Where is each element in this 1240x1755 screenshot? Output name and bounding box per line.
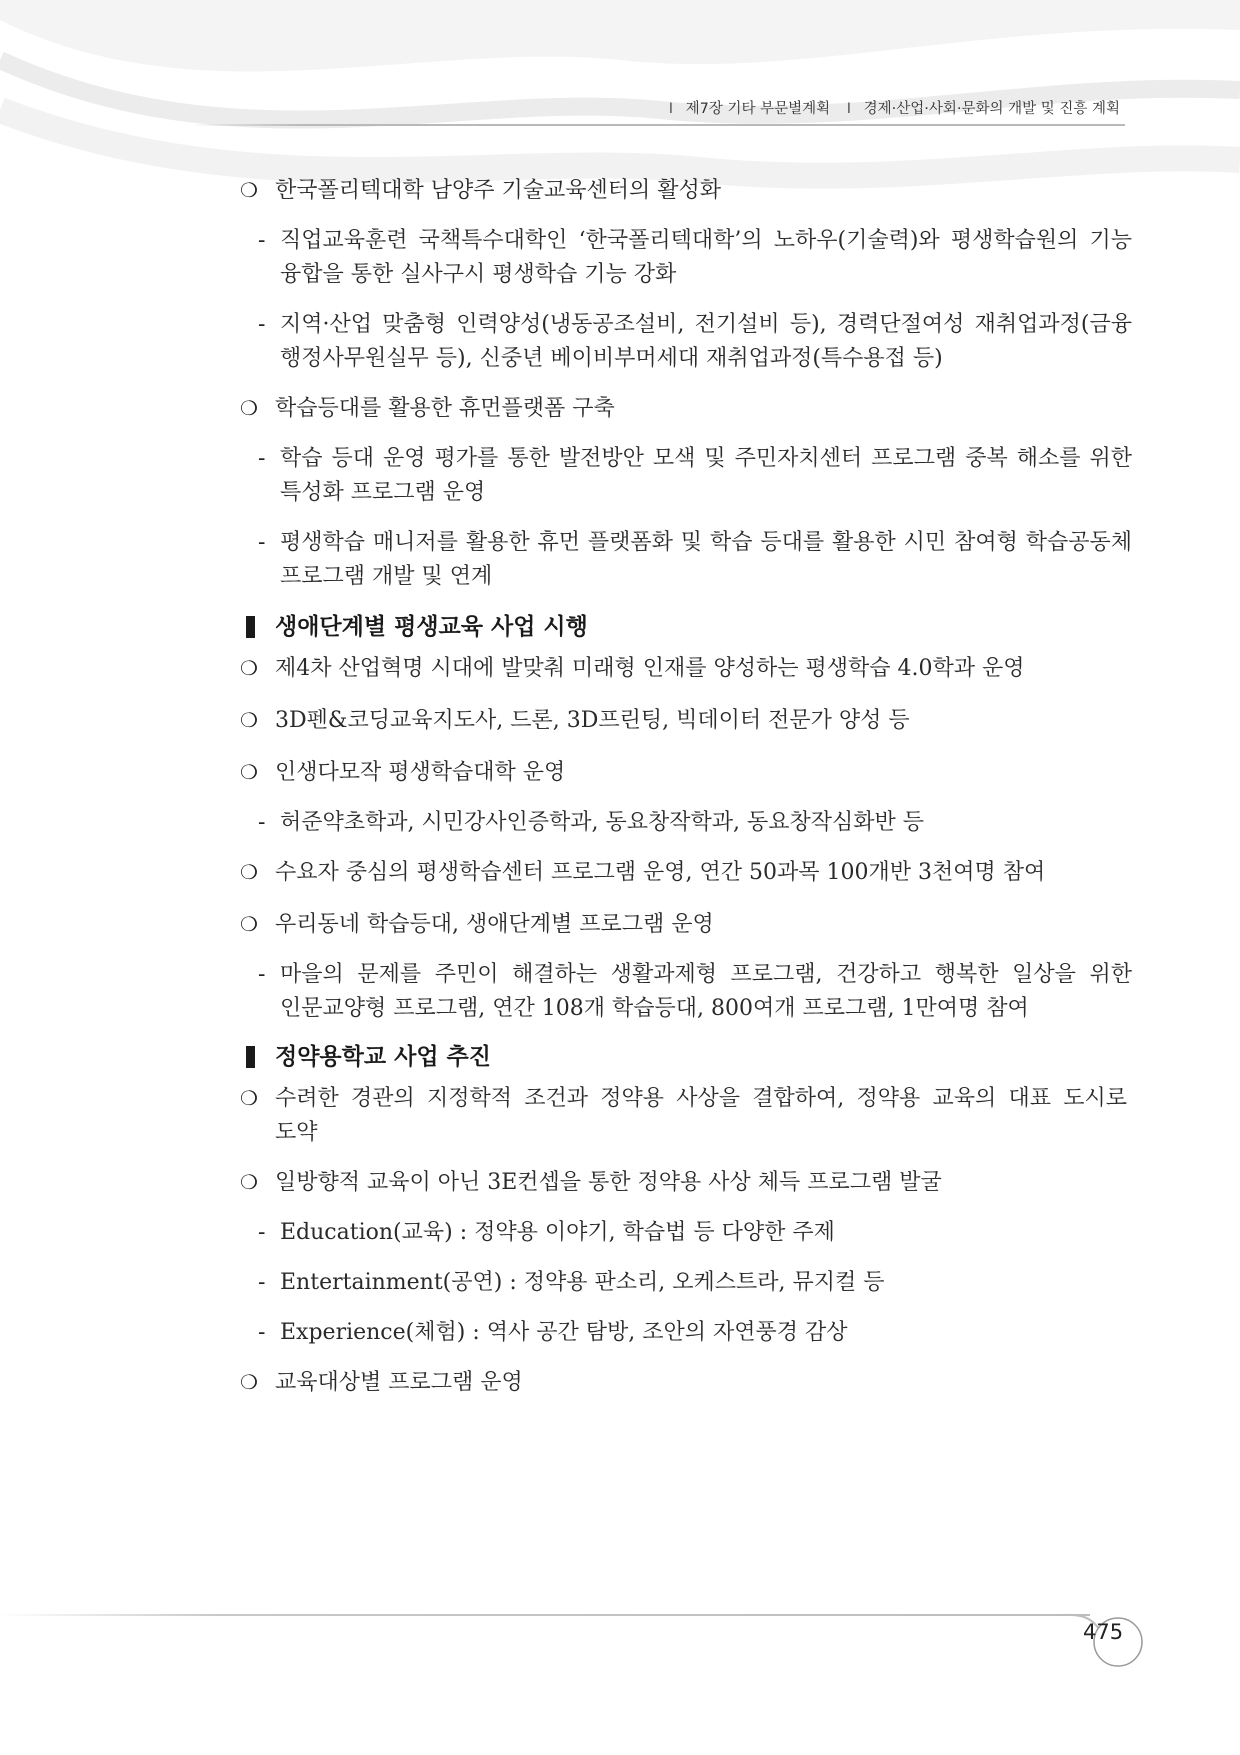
- circle-bullet-icon: ❍: [240, 1086, 258, 1110]
- dash-bullet: -: [258, 1270, 266, 1295]
- sub-item-text: 행정사무원실무 등), 신중년 베이비부머세대 재취업과정(특수용접 등): [280, 346, 943, 371]
- page-number: 475: [1083, 1620, 1124, 1644]
- header-separator: I: [846, 101, 852, 117]
- circle-bullet-icon: ❍: [240, 760, 258, 784]
- section-marker-icon: [246, 616, 255, 638]
- sub-item-text: 직업교육훈련 국책특수대학인 ‘한국폴리텍대학’의 노하우(기술력)와 평생학습원의 기능: [280, 228, 1132, 253]
- sub-item-text: 허준약초학과, 시민강사인증학과, 동요창작학과, 동요창작심화반 등: [280, 810, 925, 835]
- dash-bullet: -: [258, 530, 266, 555]
- footer-rule: [0, 1614, 1090, 1616]
- section-marker-icon: [246, 1046, 255, 1068]
- sub-item-text: 융합을 통한 실사구시 평생학습 기능 강화: [280, 262, 677, 287]
- running-header: [669, 97, 1120, 118]
- header-chapter: 제7장 기타 부문별계획: [685, 101, 831, 117]
- item-text: 수요자 중심의 평생학습센터 프로그램 운영, 연간 50과목 100개반 3천여명 참여: [275, 860, 1046, 885]
- dash-bullet: -: [258, 446, 266, 471]
- background-swoosh: [0, 0, 1240, 260]
- item-text: 제4차 산업혁명 시대에 발맞춰 미래형 인재를 양성하는 평생학습 4.0학과 운영: [275, 656, 1025, 681]
- sub-item-text: 지역·산업 맞춤형 인력양성(냉동공조설비, 전기설비 등), 경력단절여성 재취업과정(금융: [280, 312, 1132, 337]
- sub-item-text: Education(교육) : 정약용 이야기, 학습법 등 다양한 주제: [280, 1220, 835, 1245]
- sub-item-text: 마을의 문제를 주민이 해결하는 생활과제형 프로그램, 건강하고 행복한 일상을 위한: [280, 962, 1132, 987]
- section-title: 생애단계별 평생교육 사업 시행: [275, 614, 588, 640]
- item-text: 도약: [275, 1120, 318, 1145]
- section-title: 정약용학교 사업 추진: [275, 1044, 491, 1070]
- item-text: 우리동네 학습등대, 생애단계별 프로그램 운영: [275, 912, 714, 937]
- circle-bullet-icon: ❍: [240, 396, 258, 420]
- sub-item-text: Experience(체험) : 역사 공간 탐방, 조안의 자연풍경 감상: [280, 1320, 848, 1345]
- circle-bullet-icon: ❍: [240, 860, 258, 884]
- dash-bullet: -: [258, 810, 266, 835]
- circle-bullet-icon: ❍: [240, 656, 258, 680]
- dash-bullet: -: [258, 962, 266, 987]
- header-rule: [190, 124, 1125, 126]
- item-text: 일방향적 교육이 아닌 3E컨셉을 통한 정약용 사상 체득 프로그램 발굴: [275, 1170, 942, 1195]
- dash-bullet: -: [258, 312, 266, 337]
- sub-item-text: 프로그램 개발 및 연계: [280, 564, 493, 589]
- dash-bullet: -: [258, 1220, 266, 1245]
- circle-bullet-icon: ❍: [240, 178, 258, 202]
- header-separator: I: [668, 101, 673, 117]
- sub-item-text: 인문교양형 프로그램, 연간 108개 학습등대, 800여개 프로그램, 1만여명 참여: [280, 996, 1029, 1021]
- item-text: 교육대상별 프로그램 운영: [275, 1370, 523, 1395]
- circle-bullet-icon: ❍: [240, 1370, 258, 1394]
- dash-bullet: -: [258, 228, 266, 253]
- item-text: 3D펜&코딩교육지도사, 드론, 3D프린팅, 빅데이터 전문가 양성 등: [275, 708, 910, 733]
- sub-item-text: 특성화 프로그램 운영: [280, 480, 486, 505]
- sub-item-text: Entertainment(공연) : 정약용 판소리, 오케스트라, 뮤지컬 등: [280, 1270, 885, 1295]
- item-text: 인생다모작 평생학습대학 운영: [275, 760, 566, 785]
- dash-bullet: -: [258, 1320, 266, 1345]
- item-text: 한국폴리텍대학 남양주 기술교육센터의 활성화: [275, 178, 722, 203]
- item-text: 학습등대를 활용한 휴먼플랫폼 구축: [275, 396, 615, 421]
- item-text: 수려한 경관의 지정학적 조건과 정약용 사상을 결합하여, 정약용 교육의 대표 도시로: [275, 1086, 1127, 1111]
- sub-item-text: 학습 등대 운영 평가를 통한 발전방안 모색 및 주민자치센터 프로그램 중복 해소를 위한: [280, 446, 1132, 471]
- circle-bullet-icon: ❍: [240, 708, 258, 732]
- header-section: 경제·산업·사회·문화의 개발 및 진흥 계획: [863, 101, 1120, 117]
- circle-bullet-icon: ❍: [240, 1170, 258, 1194]
- sub-item-text: 평생학습 매니저를 활용한 휴먼 플랫폼화 및 학습 등대를 활용한 시민 참여형 학습공동체: [280, 530, 1132, 555]
- circle-bullet-icon: ❍: [240, 912, 258, 936]
